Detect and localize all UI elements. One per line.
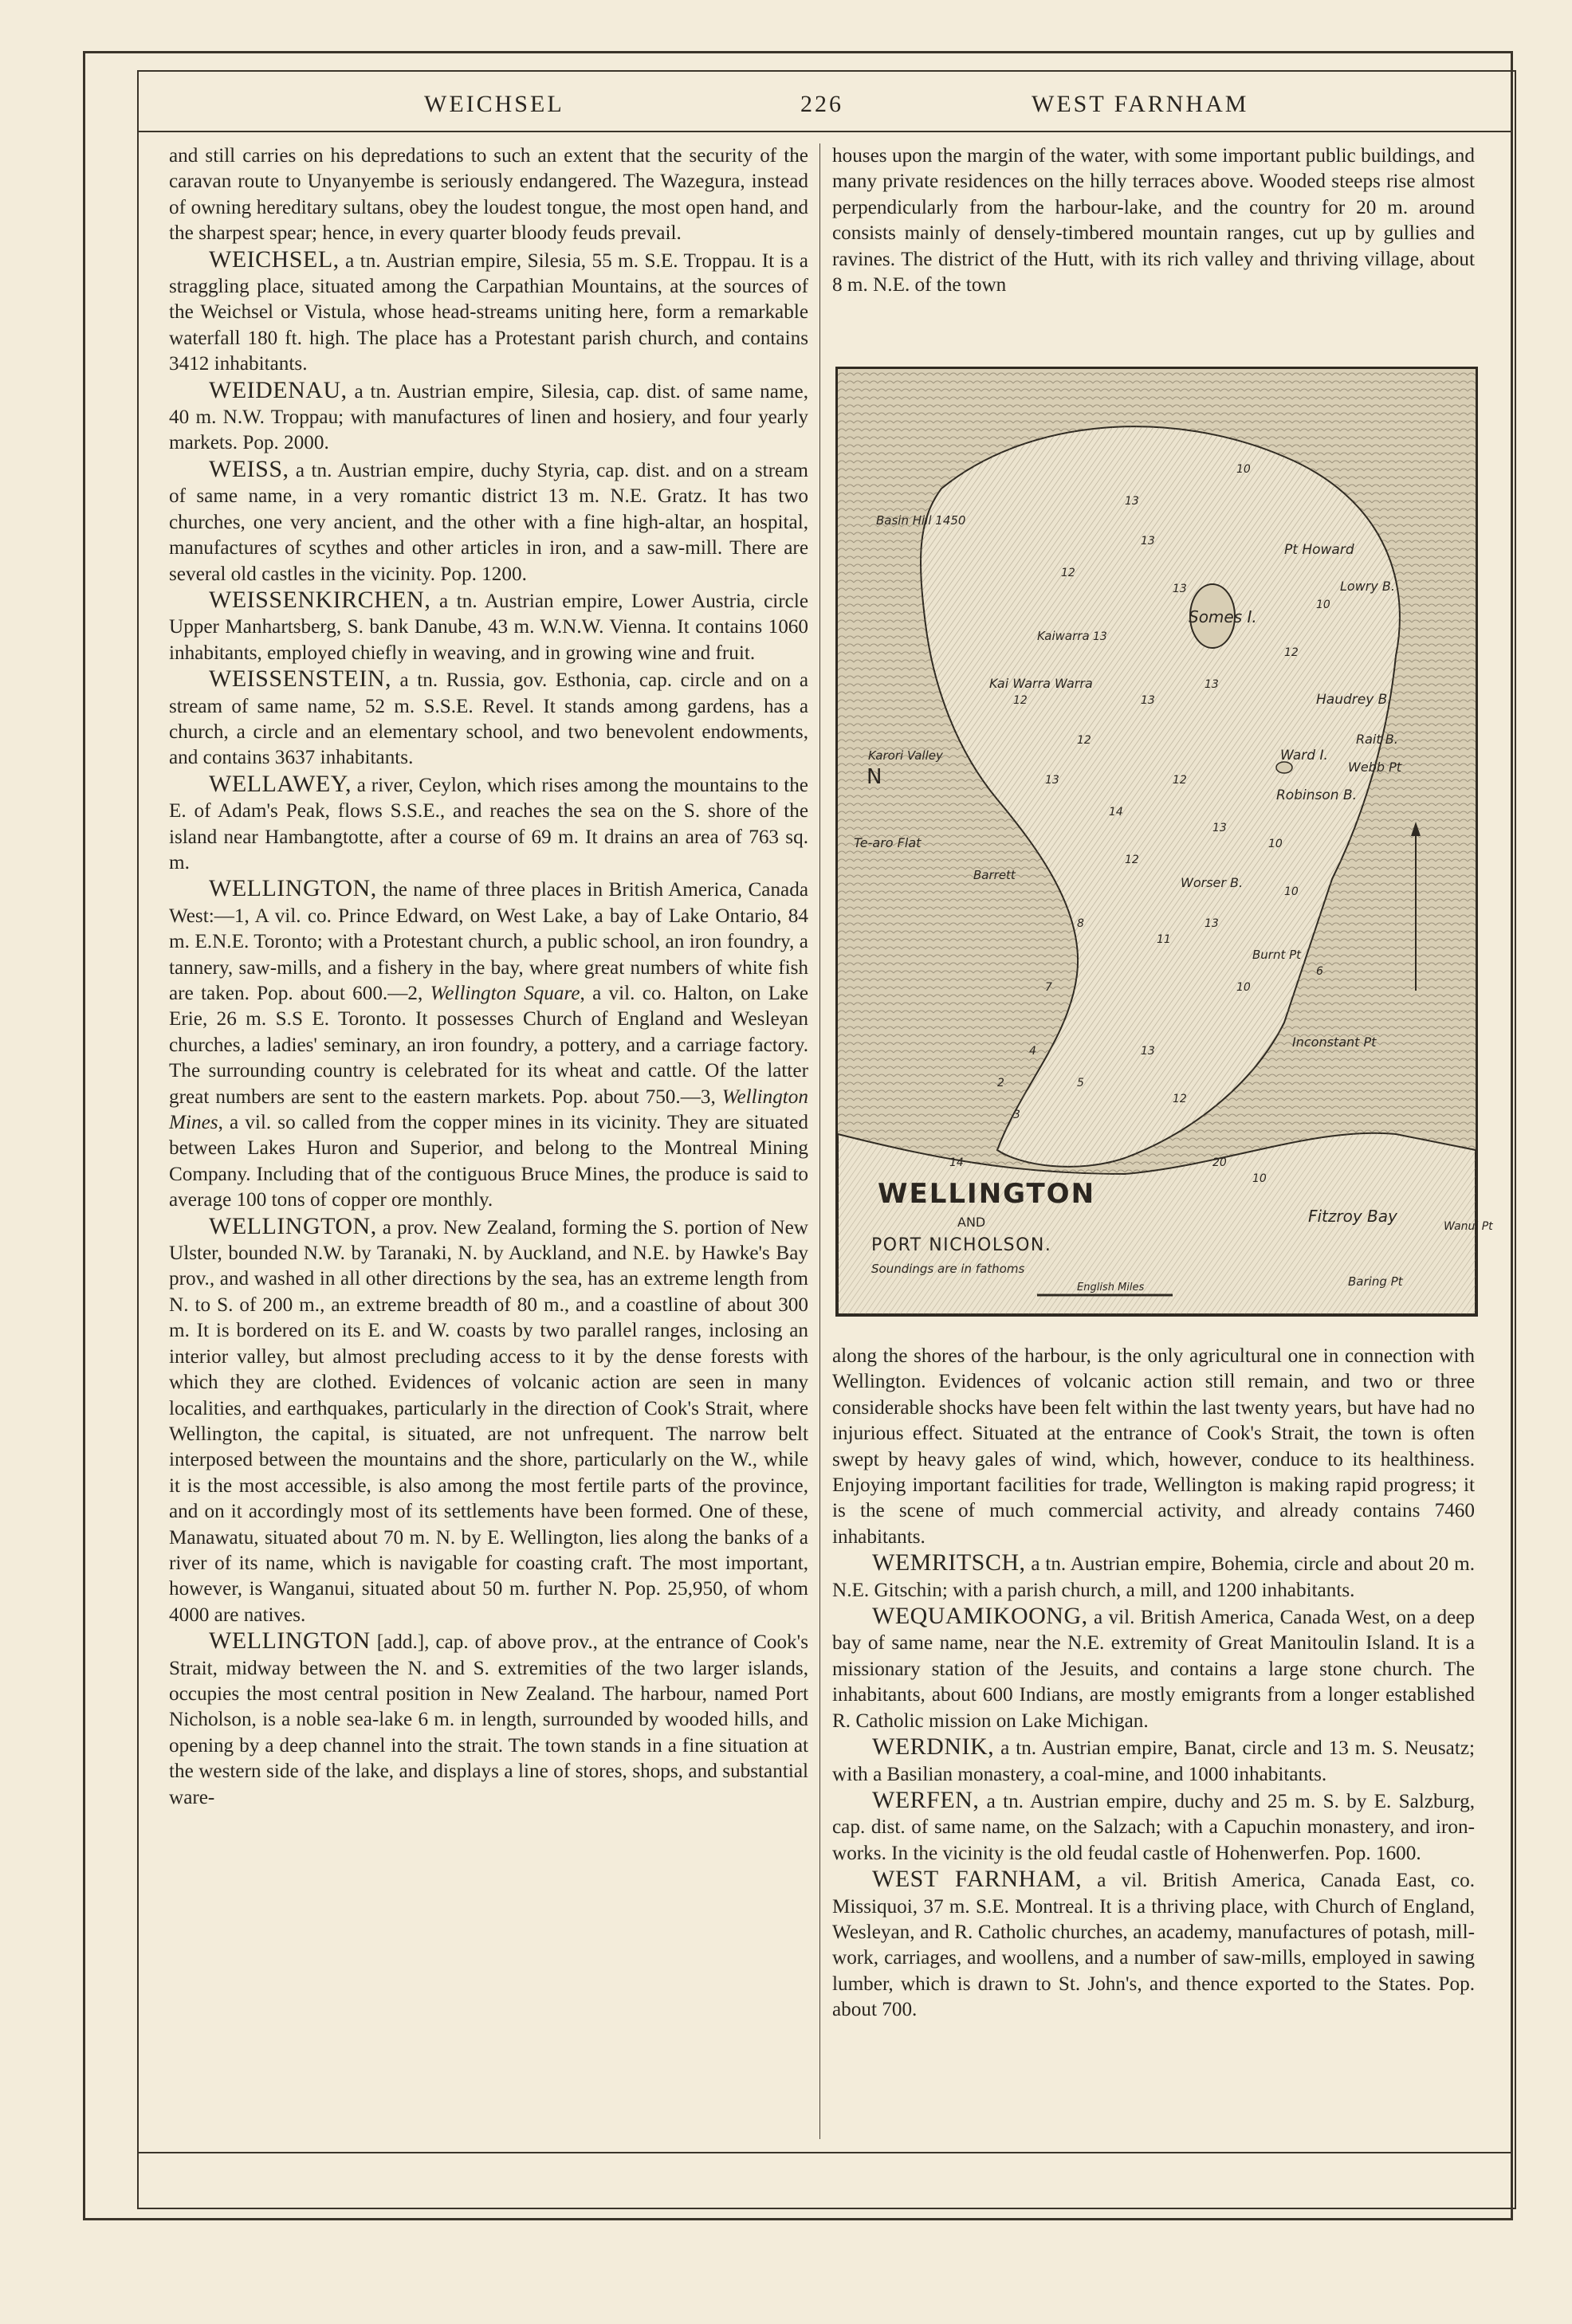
map-north-label: N — [867, 765, 882, 789]
ward-island — [1276, 762, 1292, 773]
map-sounding-depth: 13 — [1205, 917, 1219, 930]
map-sounding-depth: 3 — [1013, 1109, 1020, 1121]
map-place-label: Somes I. — [1189, 607, 1257, 626]
running-header — [151, 80, 1499, 131]
column-divider — [819, 143, 820, 2139]
map-sounding-depth: 12 — [1173, 1093, 1187, 1105]
map-sounding-depth: 7 — [1045, 981, 1052, 994]
gazetteer-entry — [169, 1628, 808, 1811]
map-sounding-depth: 10 — [1268, 838, 1283, 850]
map-sounding-depth: 12 — [1284, 646, 1299, 659]
map-sounding-depth: 13 — [1141, 694, 1155, 707]
map-place-label: Basin Hill 1450 — [876, 513, 966, 528]
map-sounding-depth: 13 — [1141, 1045, 1155, 1058]
gazetteer-entry — [169, 876, 808, 1213]
entry-text: , a vil. co. Halton, on Lake Erie, 26 m. S.S E. Toronto. It possesses Church of England and Wesleyan churches, a ladies' seminary, an iron foundry, a pottery, and a carriage factory. The surrounding country is celebrated for its wheat and cattle. Of the latter great numbers are sent to the eastern markets. Pop. about 750.—3, — [169, 983, 808, 1108]
map-sounding-depth: 12 — [1125, 854, 1139, 866]
gazetteer-entry — [169, 587, 808, 666]
paragraph: along the shores of the harbour, is the only agricultural one in connection with Wellington. Evidences of volcanic action still remain, and two or three considerable shocks have been felt within the last twenty years, but have had no injurious effect. Situated at the entrance of Cook's Strait, the town is often swept by heavy gales of wind, which, however, conduce to its healthiness. Enjoying important facilities for trade, Wellington is making rapid progress; it is the scene of much commercial activity, and already contains 7460 inhabitants. — [832, 1345, 1475, 1548]
entry-headword: WEMRITSCH, — [872, 1549, 1026, 1576]
entry-headword: WEISSENSTEIN, — [209, 665, 391, 693]
header-rule — [137, 131, 1513, 132]
header-left-word: WEICHSEL — [424, 91, 564, 117]
map-sounding-depth: 14 — [949, 1156, 964, 1169]
map-place-label: Pt Howard — [1284, 542, 1354, 558]
map-sounding-depth: 6 — [1316, 965, 1323, 978]
map-sounding-depth: 10 — [1236, 981, 1251, 994]
paragraph: and still carries on his depredations to such an extent that the security of the caravan route to Unyanyembe is seriously endangered. The Wazegura, instead of owning hereditary sultans, obey the loudest tongue, the most open hand, and the sharpest spear; hence, in every quarter bloody feuds prevail. — [169, 145, 808, 245]
entry-headword: WEQUAMIKOONG, — [872, 1603, 1088, 1630]
page-number: 226 — [800, 91, 843, 117]
map-place-label: Barrett — [973, 868, 1016, 882]
entry-headword: WERFEN, — [872, 1786, 980, 1813]
entry-text: a vil. British America, Canada West, on a deep bay of same name, near the N.E. extremity of Great Manitoulin Island. It is a missionary station of the Jesuits, and contains a large stone church. The inhabitants, about 600 Indians, are mostly emigrants from a longer established R. Catholic mission on Lake Michigan. — [832, 1607, 1475, 1732]
map-place-label: Lowry B. — [1340, 579, 1395, 594]
map-sounding-depth: 13 — [1173, 583, 1187, 595]
map-place-label: Karori Valley — [868, 748, 943, 763]
entry-text: the name of three places in British America, Canada West:—1, A vil. co. Prince Edward, on West Lake, a bay of Lake Ontario, 84 m. E.N.E. Toronto; with a Protestant church, a public school, an iron foundry, a tannery, saw-mills, and a fishery in the bay, where great numbers of white fish are taken. Pop. about 600.—2, — [169, 879, 808, 1004]
entry-headword: WELLAWEY, — [209, 770, 352, 797]
entry-text: a tn. Austrian empire, Bohemia, circle and about 20 m. N.E. Gitschin; with a parish church, a mill, and 1200 inhabitants. — [832, 1553, 1475, 1601]
gazetteer-entry — [832, 1550, 1475, 1604]
map-place-label: Kaiwarra — [1037, 629, 1090, 643]
gazetteer-entry — [832, 1867, 1475, 2023]
map-sounding-depth: 20 — [1212, 1156, 1227, 1169]
entry-headword: WERDNIK, — [872, 1733, 995, 1761]
map-sounding-depth: 12 — [1173, 774, 1187, 787]
entry-headword: WEIDENAU, — [209, 376, 348, 403]
gazetteer-entry — [832, 1604, 1475, 1734]
entry-subplace-name: Wellington Square — [430, 983, 580, 1004]
entry-text: a tn. Austrian empire, Banat, circle and 13 m. S. Neusatz; with a Basilian monastery, a coal-mine, and 1000 inhabitants. — [832, 1737, 1475, 1785]
entry-headword: WELLINGTON, — [209, 1212, 377, 1239]
gazetteer-entry — [832, 1734, 1475, 1788]
map-sounding-depth: 13 — [1045, 774, 1059, 787]
map-place-label: Te-aro Flat — [854, 835, 922, 850]
entry-text: a tn. Austrian empire, duchy and 25 m. S. by E. Salzburg, cap. dist. of same name, on the Salzach; with a Capuchin monastery, and iron-works. In the vicinity is the old feudal castle of Hohenwerfen. Pop. 1600. — [832, 1790, 1475, 1864]
entry-text: a prov. New Zealand, forming the S. portion of New Ulster, bounded N.W. by Taranaki, N. by Auckland, and N.E. by Hawke's Bay prov., and washed in all other directions by the sea, has an extreme length from N. to S. of 200 m., an extreme breadth of 80 m., and a coastline of about 300 m. It is bordered on its E. and W. coasts by two parallel ranges, inclosing an interior valley, but almost precluding access to it by the dense forests with which they are clothed. Evidences of volcanic action are seen in many localities, and earthquakes, particularly in the direction of Cook's Strait, where Wellington, the capital, is situated, are not unfrequent. The narrow belt interposed between the mountains and the shore, particularly on the W., while it is the most accessible, is also among the most fertile parts of the province, and on it accordingly most of its settlements have been formed. One of these, Manawatu, situated about 70 m. N. by E. Wellington, lies along the banks of a river of its name, which is navigable for coasting craft. The most important, however, is Wanganui, situated about 50 m. further N. Pop. 25,950, of whom 4000 are natives. — [169, 1216, 808, 1626]
map-wellington-port-nicholson — [835, 367, 1493, 1317]
right-column-bottom — [832, 1344, 1475, 2136]
entry-headword: WEICHSEL, — [209, 245, 340, 273]
map-place-label: Webb Pt — [1348, 760, 1401, 775]
map-place-label: Worser B. — [1181, 875, 1244, 890]
map-sounding-depth: 11 — [1157, 933, 1171, 946]
map-sounding-depth: 13 — [1141, 535, 1155, 548]
map-place-label: Inconstant Pt — [1292, 1034, 1377, 1050]
map-title-and: AND — [957, 1215, 986, 1230]
map-soundings-note: Soundings are in fathoms — [871, 1262, 1025, 1276]
map-place-label: Wanui Pt — [1444, 1220, 1493, 1233]
map-place-label: Kai Warra Warra — [989, 676, 1093, 691]
map-sounding-depth: 5 — [1077, 1077, 1084, 1089]
gazetteer-entry — [169, 666, 808, 771]
map-sounding-depth: 13 — [1205, 678, 1219, 691]
map-title-line1: WELLINGTON — [878, 1178, 1096, 1210]
footer-rule — [137, 2152, 1513, 2153]
map-sounding-depth: 10 — [1252, 1172, 1267, 1185]
map-sounding-depth: 10 — [1236, 463, 1251, 476]
map-sounding-depth: 12 — [1013, 694, 1028, 707]
gazetteer-entry — [169, 247, 808, 378]
map-sounding-depth: 12 — [1077, 734, 1091, 747]
map-place-label: Fitzroy Bay — [1308, 1207, 1397, 1226]
entry-text: a tn. Austrian empire, Silesia, cap. dist. of same name, 40 m. N.W. Troppau; with manufactures of linen and hosiery, and four yearly markets. Pop. 2000. — [169, 380, 808, 454]
header-right-word: WEST FARNHAM — [1032, 91, 1249, 117]
gazetteer-entry — [169, 1214, 808, 1629]
left-column — [169, 143, 808, 2136]
map-place-label: Baring Pt — [1348, 1274, 1403, 1289]
map-place-label: Robinson B. — [1276, 787, 1358, 803]
entry-text: a tn. Austrian empire, duchy Styria, cap. dist. and on a stream of same name, in a very romantic district 13 m. N.E. Gratz. It has two churches, one very ancient, and the other with a fine high-altar, an hospital, manufactures of scythes and other articles in iron, and a saw-mill. There are several old castles in the vicinity. Pop. 1200. — [169, 459, 808, 585]
entry-headword: WELLINGTON, — [209, 875, 377, 902]
map-place-label: Haudrey B. — [1316, 692, 1392, 708]
map-sounding-depth: 8 — [1077, 917, 1084, 930]
entry-headword: WEISSENKIRCHEN, — [209, 586, 431, 613]
map-place-label: Ward I. — [1280, 748, 1328, 764]
map-sounding-depth: 13 — [1125, 495, 1139, 508]
map-sounding-depth: 2 — [997, 1077, 1004, 1089]
map-sounding-depth: 13 — [1093, 630, 1107, 643]
map-title-line2: PORT NICHOLSON. — [871, 1235, 1052, 1255]
right-column-top — [832, 143, 1475, 325]
gazetteer-entry — [169, 378, 808, 457]
entry-text: a river, Ceylon, which rises among the mountains to the E. of Adam's Peak, flows S.S.E., and reaches the sea on the S. shore of the island near Hambangtotte, after a course of 69 m. It drains an area of 763 sq. m. — [169, 774, 808, 873]
map-svg — [838, 369, 1493, 1314]
entry-text: , a vil. so called from the copper mines in its vicinity. They are situated between Lakes Huron and Superior, and belong to the Montreal Mining Company. Including that of the contiguous Bruce Mines, the produce is said to average 100 tons of copper ore monthly. — [169, 1112, 808, 1211]
map-sounding-depth: 14 — [1109, 806, 1123, 819]
map-sounding-depth: 13 — [1212, 822, 1227, 834]
entry-subplace-name: Wellington Mines — [169, 1085, 808, 1134]
entry-headword: WEST FARNHAM, — [872, 1866, 1083, 1893]
entry-text: a tn. Russia, gov. Esthonia, cap. circle and on a stream of same name, 52 m. S.S.E. Revel. It stands among gardens, has a church, a circle and an elementary school, and two benevolent endowments, and contains 3637 inhabitants. — [169, 669, 808, 769]
gazetteer-entry — [169, 771, 808, 877]
map-place-label: Burnt Pt — [1252, 948, 1302, 962]
map-place-label: Rait B. — [1356, 732, 1398, 747]
gazetteer-entry — [169, 457, 808, 587]
entry-text: a tn. Austrian empire, Lower Austria, circle Upper Manhartsberg, S. bank Danube, 43 m. W.N.W. Vienna. It contains 1060 inhabitants, employed chiefly in weaving, and in growing wine and fruit. — [169, 590, 808, 664]
map-sounding-depth: 4 — [1029, 1045, 1036, 1058]
entry-headword: WEISS, — [209, 455, 289, 482]
map-sounding-depth: 10 — [1316, 599, 1330, 611]
map-sounding-depth: 12 — [1061, 567, 1075, 579]
paragraph: houses upon the margin of the water, with some important public buildings, and many private residences on the hilly terraces above. Wooded steeps rise almost perpendicularly from the harbour-lake, and the country for 20 m. around consists mainly of densely-timbered mountain ranges, cut up by gullies and ravines. The district of the Hutt, with its rich valley and thriving village, about 8 m. N.E. of the town — [832, 145, 1475, 296]
map-sounding-depth: 10 — [1284, 885, 1299, 898]
entry-text: a vil. British America, Canada East, co. Missiquoi, 37 m. S.E. Montreal. It is a thriving place, with Church of England, Wesleyan, and R. Catholic churches, an academy, manufactures of potash, mill-work, carriages, and woollens, and a number of saw-mills, employed in sawing lumber, which is drawn to St. John's, and thence exported to the States. Pop. about 700. — [832, 1870, 1475, 2021]
gazetteer-entry — [832, 1788, 1475, 1867]
entry-text: a tn. Austrian empire, Silesia, 55 m. S.E. Troppau. It is a straggling place, situated among the Carpathian Mountains, at the sources of the Weichsel or Vistula, whose head-streams uniting here, form a remarkable waterfall 180 ft. high. The place has a Protestant parish church, and contains 3412 inhabitants. — [169, 249, 808, 375]
entry-text: [add.], cap. of above prov., at the entrance of Cook's Strait, midway between the N. and S. extremities of the two larger islands, occupies the most central position in New Zealand. The harbour, named Port Nicholson, is a noble sea-lake 6 m. in length, surrounded by wooded hills, and opening by a deep channel into the strait. The town stands in a fine situation at the western side of the lake, and displays a line of stores, shops, and substantial ware- — [169, 1631, 808, 1808]
entry-headword: WELLINGTON — [209, 1627, 371, 1655]
map-scale-label: English Miles — [1077, 1282, 1145, 1294]
